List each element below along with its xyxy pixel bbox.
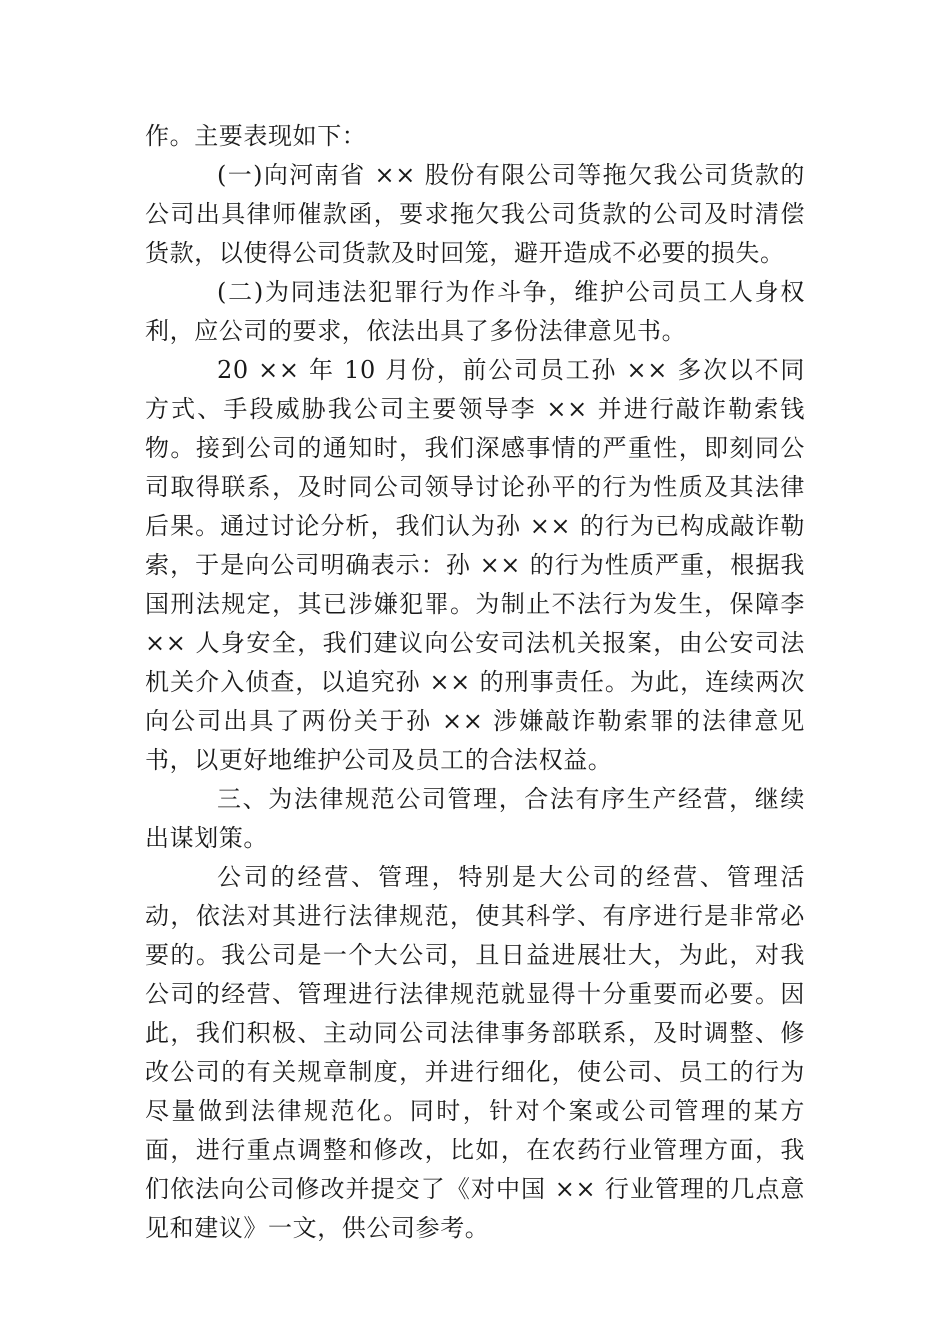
paragraph-item-one: (一)向河南省 ×× 股份有限公司等拖欠我公司货款的公司出具律师催款函，要求拖欠我公司货款的公司及时清偿货款，以使得公司货款及时回笼，避开造成不必要的损失。 (145, 161, 805, 267)
paragraph-intro-continuation: 作。主要表现如下： (145, 122, 367, 150)
paragraph-item-two: (二)为同违法犯罪行为作斗争，维护公司员工人身权利，应公司的要求，依法出具了多份法律意见书。 (145, 278, 805, 345)
paragraph-case-detail: 20 ×× 年 10 月份，前公司员工孙 ×× 多次以不同方式、手段威胁我公司主要领导李 ×× 并进行敲诈勒索钱物。接到公司的通知时，我们深感事情的严重性，即刻同公司取得联系，及时同公司领导讨论孙平的行为性质及其法律后果。通过讨论分析，我们认为孙 ×× 的行为已构成敲诈勒索，于是向公司明确表示：孙 ×× 的行为性质严重，根据我国刑法规定，其已涉嫌犯罪。为制止不法行为发生，保障李 ×× 人身安全，我们建议向公安司法机关报案，由公安司法机关介入侦查，以追究孙 ×× 的刑事责任。为此，连续两次向公司出具了两份关于孙 ×× 涉嫌敲诈勒索罪的法律意见书，以更好地维护公司及员工的合法权益。 (145, 356, 805, 774)
paragraph-section-three-heading: 三、为法律规范公司管理，合法有序生产经营，继续出谋划策。 (145, 785, 805, 852)
document-body (145, 117, 805, 1248)
paragraph-management: 公司的经营、管理，特别是大公司的经营、管理活动，依法对其进行法律规范，使其科学、有序进行是非常必要的。我公司是一个大公司，且日益进展壮大，为此，对我公司的经营、管理进行法律规范就显得十分重要而必要。因此，我们积极、主动同公司法律事务部联系，及时调整、修改公司的有关规章制度，并进行细化，使公司、员工的行为尽量做到法律规范化。同时，针对个案或公司管理的某方面，进行重点调整和修改，比如，在农药行业管理方面，我们依法向公司修改并提交了《对中国 ×× 行业管理的几点意见和建议》一文，供公司参考。 (145, 863, 805, 1242)
